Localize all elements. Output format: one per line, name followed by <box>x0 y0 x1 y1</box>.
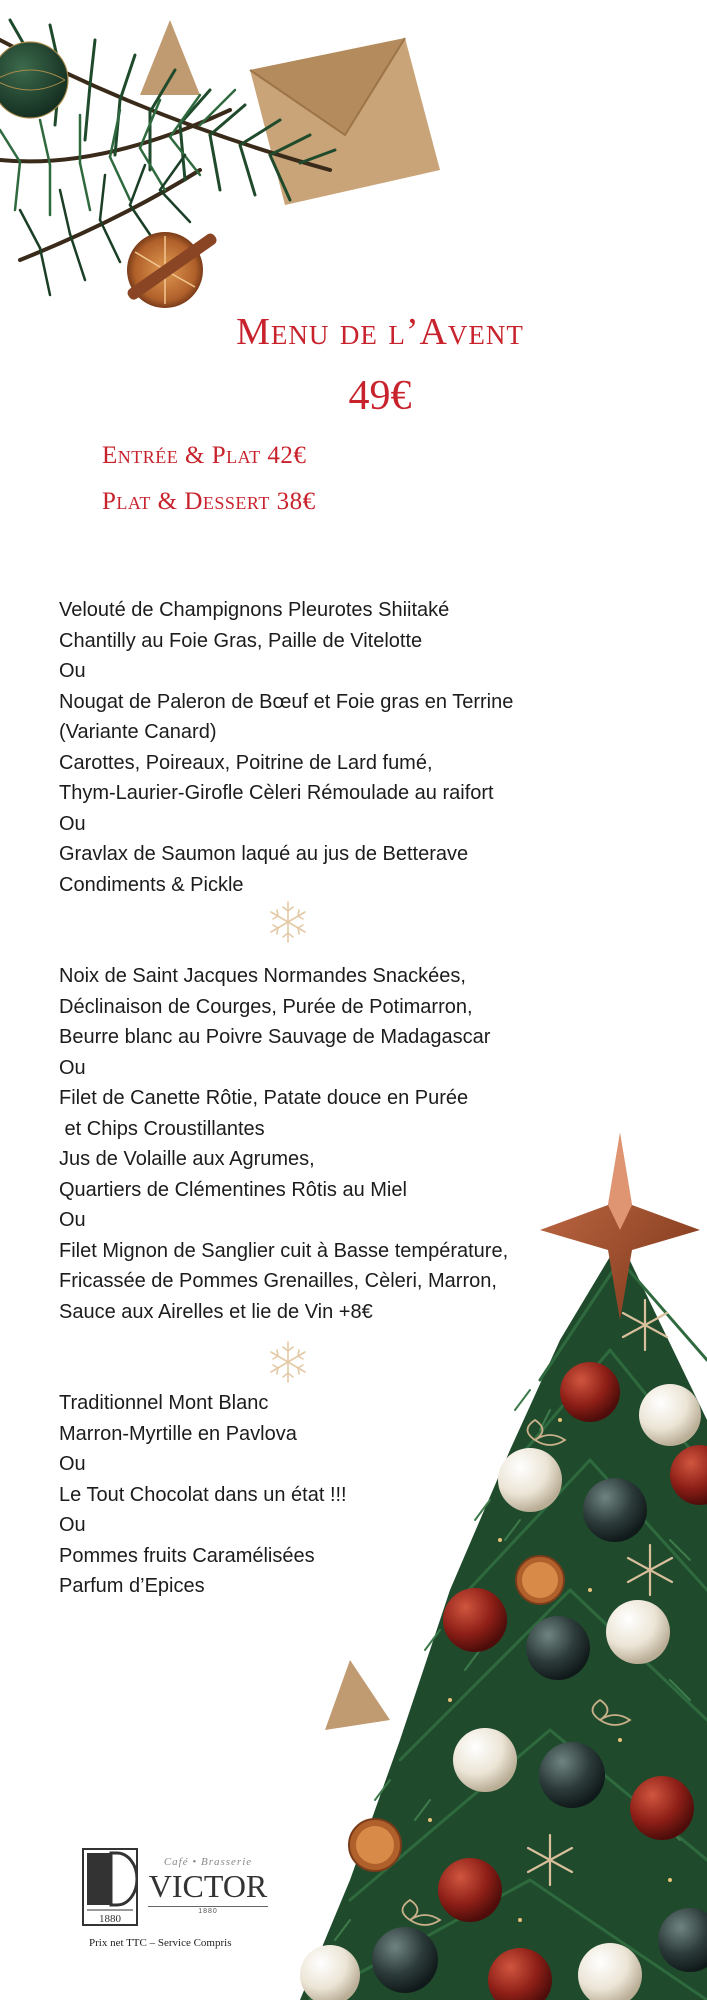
menu-line: Filet Mignon de Sanglier cuit à Basse température, <box>59 1239 509 1262</box>
menu-line: Gravlax de Saumon laqué au jus de Betterave <box>59 843 469 865</box>
menu-line: (Variante Canard) <box>59 721 217 743</box>
snowflake-icon <box>266 900 310 944</box>
menu-line: Le Tout Chocolat dans un état !!! <box>59 1483 347 1506</box>
paper-tree-icon <box>140 20 200 95</box>
menu-line: Jus de Volaille aux Agrumes, <box>59 1148 315 1170</box>
menu-line: Ou <box>59 1453 86 1475</box>
logo-monogram-icon <box>82 1848 138 1926</box>
menu-line: Ou <box>59 1209 86 1231</box>
menu-line: Traditionnel Mont Blanc <box>59 1392 269 1414</box>
menu-line: Noix de Saint Jacques Normandes Snackées, <box>59 965 466 987</box>
menu-line: Filet de Canette Rôtie, Patate douce en Purée <box>59 1087 469 1109</box>
menu-line: Carottes, Poireaux, Poitrine de Lard fumé, <box>59 751 433 774</box>
menu-line: Thym-Laurier-Girofle Cèleri Rémoulade au raifort <box>59 782 494 804</box>
menu-line: Ou <box>59 660 86 682</box>
menu-line: Chantilly au Foie Gras, Paille de Vitelotte <box>59 629 423 652</box>
menu-line: Velouté de Champignons Pleurotes Shiitaké <box>59 599 450 621</box>
pine-branch-decoration <box>0 0 460 340</box>
menu-line: Ou <box>59 812 86 835</box>
menu-line: Nougat de Paleron de Bœuf et Foie gras en Terrine <box>59 690 514 713</box>
menu-line: Parfum d’Epices <box>59 1575 205 1597</box>
menu-line: Marron-Myrtille en Pavlova <box>59 1422 297 1445</box>
paper-tree-icon <box>325 1660 390 1730</box>
logo-year: 1880 <box>148 1906 268 1915</box>
formula-plat-dessert: Plat & Dessert 38€ <box>102 488 316 515</box>
menu-line: Condiments & Pickle <box>59 873 244 896</box>
menu-line: Déclinaison de Courges, Purée de Potimarron, <box>59 995 473 1018</box>
menu-title: Menu de l’Avent <box>236 311 524 353</box>
starters-section <box>59 595 579 900</box>
desserts-section <box>59 1388 579 1602</box>
menu-line: Ou <box>59 1514 86 1536</box>
menu-line: Beurre blanc au Poivre Sauvage de Madagascar <box>59 1026 491 1048</box>
menu-line: et Chips Croustillantes <box>59 1117 265 1140</box>
logo-mark-year: 1880 <box>99 1913 121 1925</box>
menu-price: 49€ <box>348 373 412 419</box>
menu-line: Quartiers de Clémentines Rôtis au Miel <box>59 1178 407 1201</box>
price-note: Prix net TTC – Service Compris <box>89 1937 232 1949</box>
menu-line: Pommes fruits Caramélisées <box>59 1544 315 1567</box>
ornament-icon <box>0 42 68 118</box>
logo-name: VICTOR <box>148 1868 268 1904</box>
logo-tagline: Café • Brasserie <box>163 1856 253 1868</box>
formula-entree-plat: Entrée & Plat 42€ <box>102 442 307 469</box>
menu-line: Sauce aux Airelles et lie de Vin +8€ <box>59 1300 373 1323</box>
victor-logo <box>82 1848 282 1928</box>
menu-line: Fricassée de Pommes Grenailles, Cèleri, Marron, <box>59 1270 497 1292</box>
menu-line: Ou <box>59 1056 86 1079</box>
